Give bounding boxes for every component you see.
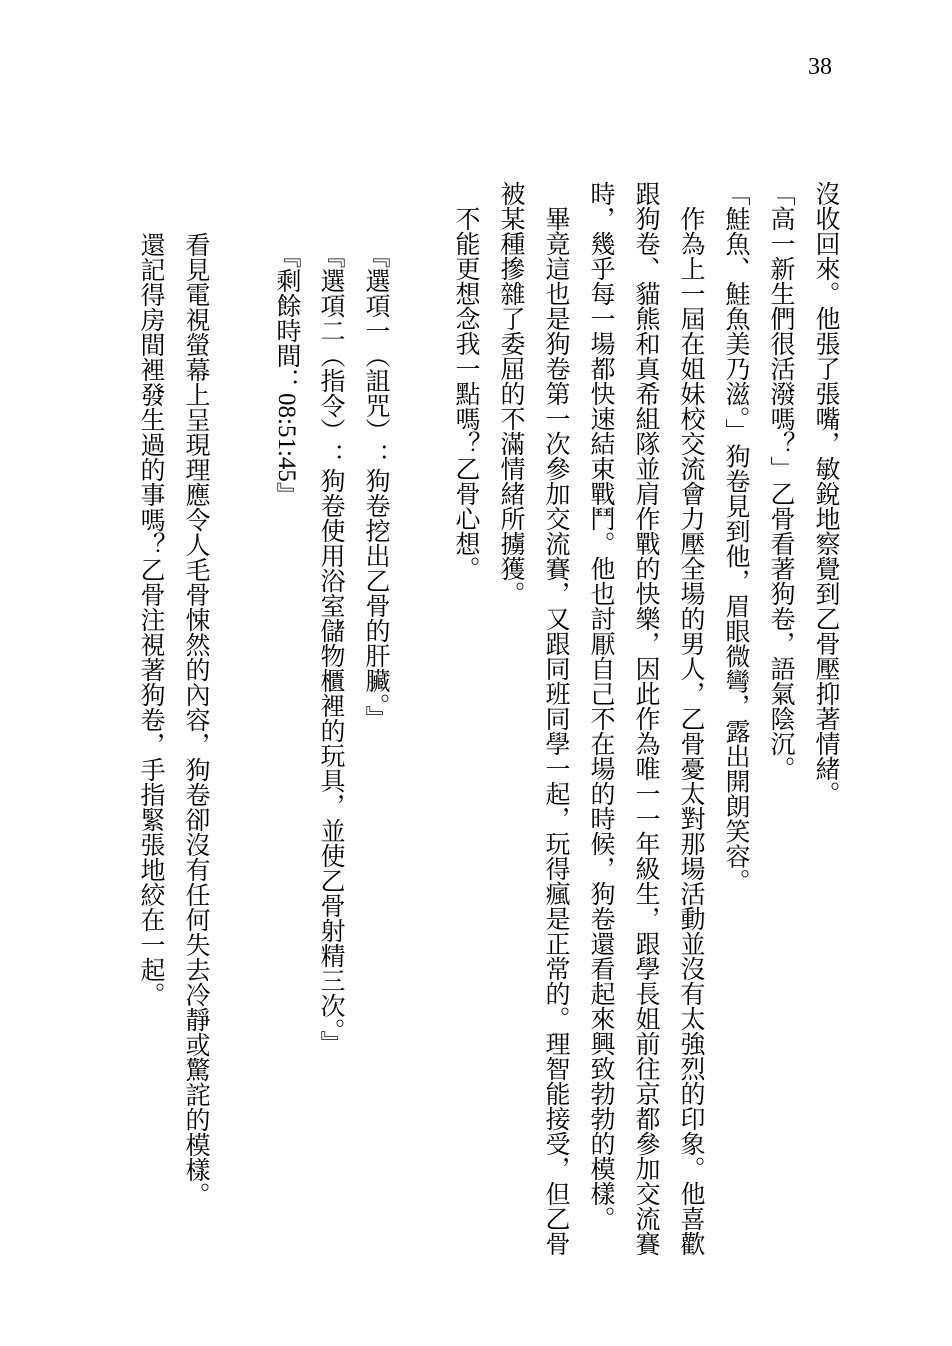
text-column-5: 跟狗卷、貓熊和真希組隊並肩作戰的快樂，因此作為唯一一年級生，跟學長姐前往京都參加交流賽 (632, 181, 661, 1256)
option-two: 『選項二（指令）：狗卷使用浴室儲物櫃裡的玩具，並使乙骨射精三次。』 (317, 243, 346, 1056)
text-column-7: 畢竟這也是狗卷第一次參加交流賽，又跟同班同學一起，玩得瘋是正常的。理智能接受，但乙骨 (542, 206, 571, 1256)
text-column-1: 沒收回來。他張了張嘴，敏銳地察覺到乙骨壓抑著情緒。 (812, 181, 841, 806)
text-column-14: 還記得房間裡發生過的事嗎？乙骨注視著狗卷，手指緊張地絞在一起。 (137, 232, 166, 1007)
text-column-4: 作為上一屆在姐妹校交流會力壓全場的男人，乙骨憂太對那場活動並沒有太強烈的印象。他喜歡 (677, 206, 706, 1256)
remaining-time: 『剩餘時間：08:51:45』 (273, 243, 300, 507)
text-column-13: 看見電視螢幕上呈現理應令人毛骨悚然的內容，狗卷卻沒有任何失去冷靜或驚詫的模樣。 (182, 232, 211, 1207)
option-one: 『選項一（詛咒）：狗卷挖出乙骨的肝臟。』 (362, 243, 391, 731)
page-number: 38 (808, 54, 832, 80)
text-column-2: 「高一新生們很活潑嗎？」乙骨看著狗卷，語氣陰沉。 (767, 181, 796, 781)
text-column-8: 被某種摻雜了委屈的不滿情緒所擄獲。 (497, 181, 526, 606)
text-column-3: 「鮭魚、鮭魚美乃滋。」狗卷見到他，眉眼微彎，露出開朗笑容。 (722, 181, 751, 894)
text-column-6: 時，幾乎每一場都快速結束戰鬥。他也討厭自己不在場的時候，狗卷還看起來興致勃勃的模樣。 (587, 181, 616, 1231)
text-column-9: 不能更想念我一點嗎？乙骨心想。 (452, 206, 481, 581)
